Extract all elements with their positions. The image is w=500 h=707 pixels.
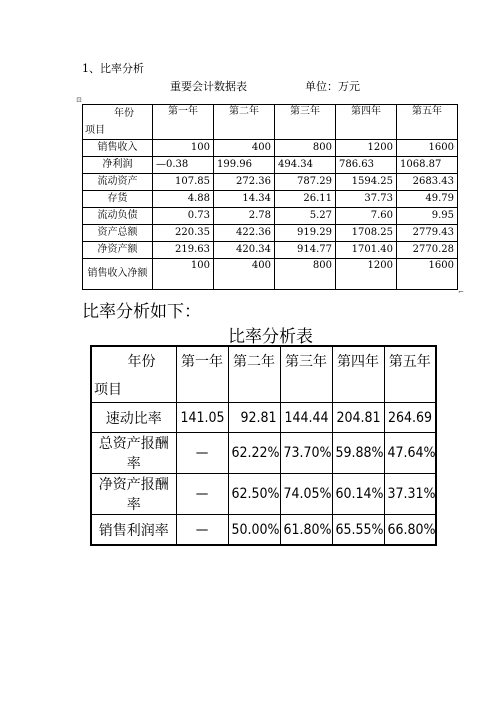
table1-header-row bbox=[83, 105, 458, 140]
table-cell: 5.27 bbox=[275, 208, 336, 225]
table-cell: 919.29 bbox=[275, 225, 336, 242]
table-cell: 204.81 bbox=[332, 403, 384, 433]
table-cell: 786.63 bbox=[336, 157, 397, 174]
table-cell: 14.34 bbox=[214, 191, 275, 208]
year-header: 第一年 bbox=[153, 105, 214, 140]
table-row bbox=[83, 157, 458, 174]
table-cell: — bbox=[176, 515, 228, 546]
table-cell: 66.80% bbox=[384, 515, 436, 546]
analysis-label: 比率分析如下： bbox=[82, 302, 201, 322]
table-row bbox=[83, 259, 458, 290]
table-end-mark-icon: ⌐ bbox=[458, 288, 464, 296]
table-cell: 199.96 bbox=[214, 157, 275, 174]
table2-header-row bbox=[91, 346, 436, 403]
table-cell: 26.11 bbox=[275, 191, 336, 208]
table-cell: 1708.25 bbox=[336, 225, 397, 242]
year-header: 第五年 bbox=[397, 105, 458, 140]
table-row bbox=[83, 191, 458, 208]
year-header: 第三年 bbox=[280, 346, 332, 403]
table-cell: 47.64% bbox=[384, 433, 436, 474]
table-cell: 107.85 bbox=[153, 174, 214, 191]
corner-year-label: 年份 bbox=[114, 108, 134, 119]
table-cell: 1600 bbox=[397, 140, 458, 157]
table-cell: — bbox=[176, 474, 228, 515]
accounting-data-table bbox=[82, 104, 458, 290]
corner-item-label: 项目 bbox=[94, 382, 122, 398]
table1-title: 重要会计数据表 bbox=[170, 80, 247, 93]
table-cell: 1200 bbox=[336, 140, 397, 157]
table1-corner-cell bbox=[83, 105, 153, 140]
table2-corner-cell bbox=[91, 346, 176, 403]
table-cell: 144.44 bbox=[280, 403, 332, 433]
table-cell: 1701.40 bbox=[336, 242, 397, 259]
table-cell: 400 bbox=[214, 140, 275, 157]
table-row bbox=[83, 225, 458, 242]
table-cell: 0.73 bbox=[153, 208, 214, 225]
corner-item-label: 项目 bbox=[85, 125, 105, 136]
table-anchor-icon: ⊡ bbox=[76, 96, 82, 104]
table-cell: 4.88 bbox=[153, 191, 214, 208]
table-cell: 272.36 bbox=[214, 174, 275, 191]
year-header: 第四年 bbox=[332, 346, 384, 403]
row-label: 净资产额 bbox=[83, 242, 153, 259]
table-row bbox=[91, 474, 436, 515]
table-cell: 400 bbox=[214, 259, 275, 290]
table-cell: 100 bbox=[153, 259, 214, 290]
table-cell: 7.60 bbox=[336, 208, 397, 225]
row-label: 销售收入 bbox=[83, 140, 153, 157]
row-label: 净资产报酬率 bbox=[91, 474, 176, 515]
table-cell: 420.34 bbox=[214, 242, 275, 259]
table-cell: 422.36 bbox=[214, 225, 275, 242]
year-header: 第五年 bbox=[384, 346, 436, 403]
table-cell: 60.14% bbox=[332, 474, 384, 515]
table-row bbox=[91, 433, 436, 474]
table-cell: 2683.43 bbox=[397, 174, 458, 191]
table-row bbox=[83, 208, 458, 225]
table-cell: 2779.43 bbox=[397, 225, 458, 242]
year-header: 第二年 bbox=[228, 346, 280, 403]
row-label: 流动负债 bbox=[83, 208, 153, 225]
table-cell: 65.55% bbox=[332, 515, 384, 546]
table-cell: 50.00% bbox=[228, 515, 280, 546]
table-cell: 264.69 bbox=[384, 403, 436, 433]
section-heading: 1、比率分析 bbox=[82, 62, 144, 75]
table-cell: 141.05 bbox=[176, 403, 228, 433]
row-label: 资产总额 bbox=[83, 225, 153, 242]
table-cell: 2.78 bbox=[214, 208, 275, 225]
table-cell: 100 bbox=[153, 140, 214, 157]
table2-title: 比率分析表 bbox=[228, 327, 313, 347]
year-header: 第三年 bbox=[275, 105, 336, 140]
table-cell: 914.77 bbox=[275, 242, 336, 259]
row-label: 存货 bbox=[83, 191, 153, 208]
table-cell: 62.22% bbox=[228, 433, 280, 474]
table-cell: 1200 bbox=[336, 259, 397, 290]
table-cell: 74.05% bbox=[280, 474, 332, 515]
table-cell: 92.81 bbox=[228, 403, 280, 433]
table-cell: —0.38 bbox=[153, 157, 214, 174]
table-cell: 800 bbox=[275, 140, 336, 157]
table-cell: 62.50% bbox=[228, 474, 280, 515]
table-row bbox=[83, 140, 458, 157]
table-cell: 9.95 bbox=[397, 208, 458, 225]
table-cell: 1594.25 bbox=[336, 174, 397, 191]
table-row bbox=[91, 403, 436, 433]
table-cell: 494.34 bbox=[275, 157, 336, 174]
row-label: 总资产报酬率 bbox=[91, 433, 176, 474]
table-cell: 49.79 bbox=[397, 191, 458, 208]
table-cell: 37.73 bbox=[336, 191, 397, 208]
year-header: 第二年 bbox=[214, 105, 275, 140]
row-label: 净利润 bbox=[83, 157, 153, 174]
table-cell: 787.29 bbox=[275, 174, 336, 191]
table-row bbox=[91, 515, 436, 546]
table-cell: 37.31% bbox=[384, 474, 436, 515]
table-cell: 1600 bbox=[397, 259, 458, 290]
table-cell: 220.35 bbox=[153, 225, 214, 242]
table-row bbox=[83, 242, 458, 259]
row-label: 速动比率 bbox=[91, 403, 176, 433]
corner-year-label: 年份 bbox=[127, 354, 156, 370]
table-cell: — bbox=[176, 433, 228, 474]
table-cell: 219.63 bbox=[153, 242, 214, 259]
table-cell: 61.80% bbox=[280, 515, 332, 546]
ratio-analysis-table bbox=[90, 345, 437, 546]
year-header: 第四年 bbox=[336, 105, 397, 140]
table-cell: 1068.87 bbox=[397, 157, 458, 174]
table-cell: 59.88% bbox=[332, 433, 384, 474]
table-cell: 2770.28 bbox=[397, 242, 458, 259]
row-label: 流动资产 bbox=[83, 174, 153, 191]
row-label: 销售利润率 bbox=[91, 515, 176, 546]
row-label: 销售收入净额 bbox=[83, 259, 153, 290]
table-cell: 800 bbox=[275, 259, 336, 290]
year-header: 第一年 bbox=[176, 346, 228, 403]
table-row bbox=[83, 174, 458, 191]
table-cell: 73.70% bbox=[280, 433, 332, 474]
table1-unit: 单位：万元 bbox=[305, 80, 360, 93]
